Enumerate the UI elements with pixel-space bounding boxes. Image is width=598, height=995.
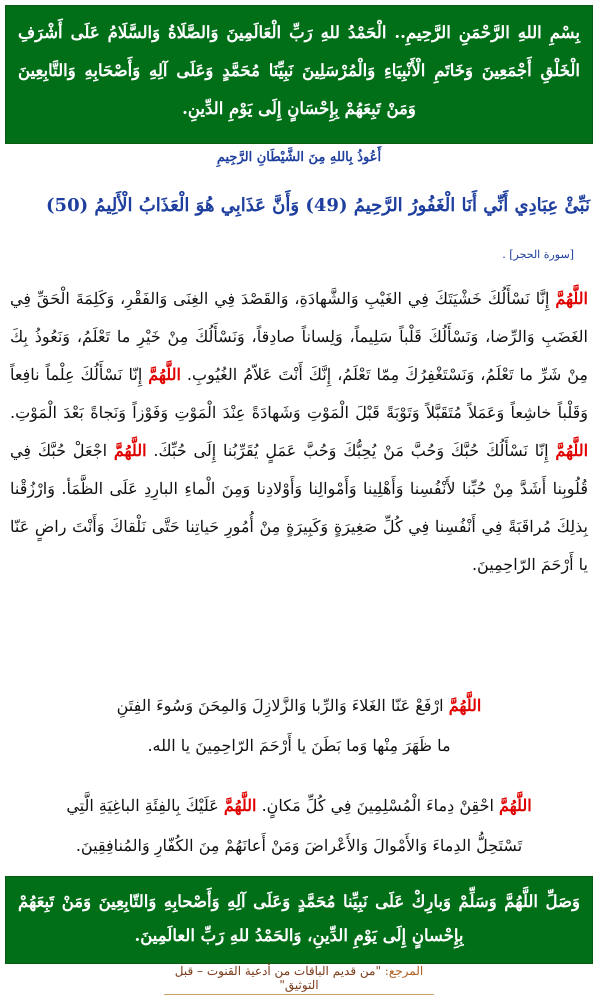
- quran-verse: نَبِّئْ عِبَادِي أَنِّي أَنَا الْغَفُورُ الرَّحِيمُ (49) وَأَنَّ عَذَابِي هُوَ الْعَذَابُ الْأَلِيمُ (50): [46, 195, 590, 216]
- second-line-1: [10, 686, 588, 726]
- closing-box: [5, 876, 593, 964]
- main-supplication: [10, 280, 588, 584]
- opening-text: بِسْمِ اللهِ الرَّحْمَنِ الرَّحِيمِ.. الْحَمْدُ للهِ رَبِّ الْعَالَمِينَ وَالصَّلَاةُ وَالسَّلَامُ عَلَى أَشْرَفِ الْخَلْقِ أَجْمَعِينَ وَخَاتَمِ الْأَنْبِيَاءِ وَالْمُرْسَلِينَ نَبِيِّنَا مُحَمَّدٍ وَعَلَى آلِهِ وَأَصْحَابِهِ وَالتَّابِعِينَ وَمَنْ تَبِعَهُمْ بِإِحْسَانٍ إِلَى يَوْمِ الدِّينِ.: [18, 23, 580, 118]
- dua-part-1: إِنَّا نَسْأَلُكَ خَشْيَتَكَ فِي الغَيْبِ وَالشَّهادَةِ، وَالقَصْدَ فِي الغِنَى وَالفَقْرِ، وَكَلِمَةَ الْحَقِّ فِي الغَضَبِ وَالرِّضا، وَنَسْأَلُكَ قَلْباً سَلِيماً، وَلِساناً صادِقاً، وَنَسْأَلُكَ مِنْ خَيْرِ ما تَعْلَمُ، وَنَعُوذُ بِكَ مِنْ شَرِّ ما تَعْلَمُ، وَنَسْتَغْفِرُكَ مِمّا تَعْلَمُ، إِنَّكَ أَنْتَ عَلاّمُ الغُيُوبِ.: [10, 289, 588, 384]
- closing-text: وَصَلِّ اللَّهُمَّ وَسَلِّمْ وَبارِكْ عَلَى نَبِيِّنا مُحَمَّدٍ وَعَلَى آلِهِ وَأَصْحابِهِ وَالتّابِعِينَ وَمَنْ تَبِعَهُمْ بِإِحْسانٍ إِلَى يَوْمِ الدِّينِ، وَالحَمْدُ للهِ رَبِّ العالَمِينَ.: [18, 892, 580, 945]
- reference-label: المرجع:: [384, 964, 424, 978]
- dua-part-3: إِنّا نَسْأَلُكَ حُبَّكَ وَحُبَّ مَنْ يُحِبُّكَ وَحُبَّ عَمَلٍ يُقَرِّبُنا إِلَى حُبِّكَ.: [153, 441, 549, 460]
- opening-box: [5, 5, 593, 144]
- third-line-1: [10, 786, 588, 826]
- reference-line: [0, 964, 598, 995]
- allahumma-word: اللَّهُمَّ: [448, 696, 482, 715]
- second-line-1-text: ارْفَعْ عَنّا الغَلاءَ وَالرِّبا وَالزَّلازِلَ وَالمِحَنَ وَسُوءَ الفِتَنِ: [116, 696, 444, 715]
- allahumma-word: اللَّهُمَّ: [223, 796, 257, 815]
- allahumma-word: اللَّهُمَّ: [499, 796, 532, 815]
- third-line-1b-text: عَلَيْكَ بِالفِئَةِ الباغِيَةِ الَّتِي: [66, 796, 219, 815]
- third-supplication: [10, 786, 588, 866]
- surah-reference: [سورة الحجر] .: [502, 248, 574, 261]
- third-line-1a-text: احْقِنْ دِماءَ الْمُسْلِمِينَ فِي كُلِّ مَكانٍ.: [261, 796, 494, 815]
- second-line-2: ما ظَهَرَ مِنْها وَما بَطَنَ يا أَرْحَمَ الرّاحِمِينَ يا الله.: [147, 736, 451, 755]
- allahumma-word: اللَّهُمَّ: [113, 441, 147, 460]
- dua-part-2: إِنّا نَسْأَلُكَ عِلْماً نافِعاً وَقَلْباً خاشِعاً وَعَمَلاً مُتَقَبَّلاً وَتَوْبَةً قَبْلَ الْمَوْتِ وَشَهادَةً عِنْدَ الْمَوْتِ وَفَوْزاً وَنَجاةً بَعْدَ الْمَوْتِ.: [10, 365, 588, 422]
- allahumma-word: اللَّهُمَّ: [555, 289, 588, 308]
- istiadha: أَعُوذُ بِاللهِ مِنَ الشَّيْطَانِ الرَّجِيمِ: [216, 150, 382, 165]
- reference-text: "من قديم الباقات من أدعية القنوت – قبل التوثيق": [174, 964, 381, 992]
- dua-part-4: اجْعَلْ حُبَّكَ فِي قُلُوبِنا أَشَدَّ مِنْ حُبِّنا لأَنْفُسِنا وَأَهْلِينا وَأَمْوالِنا وَأَوْلادِنا وَمِنَ الْماءِ البارِدِ عَلَى الظَّمَأ. وَارْزُقْنا بِذلِكَ مُراقَبَةً فِي أَنْفُسِنا فِي كُلِّ صَغِيرَةٍ وَكَبِيرَةٍ مِنْ أُمُورِ حَياتِنا حَتَّى نَلْقاكَ وَأَنْتَ راضٍ عَنّا يا أَرْحَمَ الرّاحِمِينَ.: [10, 441, 588, 574]
- allahumma-word: اللَّهُمَّ: [148, 365, 181, 384]
- third-line-2: تَسْتَحِلُّ الدِماءَ وَالأَمْوالَ وَالأَعْراضَ وَمَنْ أَعانَهُمْ مِنَ الكُفّارِ وَالمُنافِقِينَ.: [75, 836, 523, 855]
- second-supplication: [10, 686, 588, 766]
- reference-rule: [164, 964, 434, 995]
- allahumma-word: اللَّهُمَّ: [555, 441, 589, 460]
